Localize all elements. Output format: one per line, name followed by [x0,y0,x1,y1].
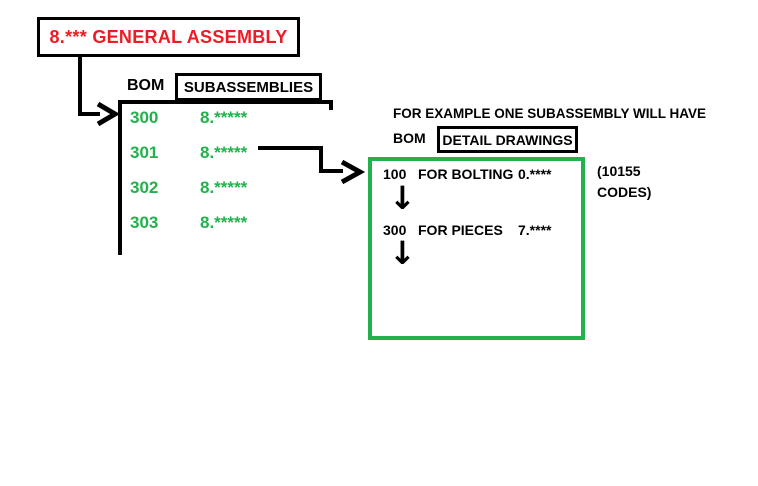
subassembly-row-302 [130,178,247,198]
detail-bom-header: BOM [393,130,426,146]
codes-note-line2: CODES) [597,184,652,200]
subassembly-bom-number: 303 [130,213,159,232]
subassembly-row-301 [130,143,247,163]
subassembly-code: 8.***** [200,178,248,197]
detail-description: FOR BOLTING [418,166,514,182]
arrow-title-to-list [80,57,115,124]
detail-code: 0.**** [518,166,552,182]
general-assembly-box [37,17,300,57]
general-assembly-label: 8.*** GENERAL ASSEMBLY [49,26,288,47]
example-heading: FOR EXAMPLE ONE SUBASSEMBLY WILL HAVE [393,106,707,121]
subassembly-bom-number: 300 [130,108,159,127]
subassembly-code: 8.***** [200,108,248,127]
down-arrow-icon: ↓ [389,179,416,217]
subassemblies-header-box [175,73,322,101]
codes-note [597,161,651,203]
detail-drawings-header-label: DETAIL DRAWINGS [442,131,573,148]
subassemblies-bom-header: BOM [127,77,165,94]
subassembly-code: 8.***** [200,143,248,162]
codes-note-line1: (10155 [597,163,641,179]
down-arrow-icon: ↓ [389,234,416,272]
detail-bom-number: 300 [383,222,407,238]
subassembly-bom-number: 302 [130,178,159,197]
subassembly-bom-number: 301 [130,143,159,162]
subassembly-code: 8.***** [200,213,248,232]
detail-code: 7.**** [518,222,552,238]
subassemblies-header-label: SUBASSEMBLIES [183,78,314,96]
detail-drawings-header-box [437,126,578,153]
subassembly-row-300 [130,108,247,128]
arrow-301-to-detail [258,148,360,182]
subassembly-row-303 [130,213,247,233]
detail-bom-number: 100 [383,166,407,182]
detail-description: FOR PIECES [418,222,503,238]
